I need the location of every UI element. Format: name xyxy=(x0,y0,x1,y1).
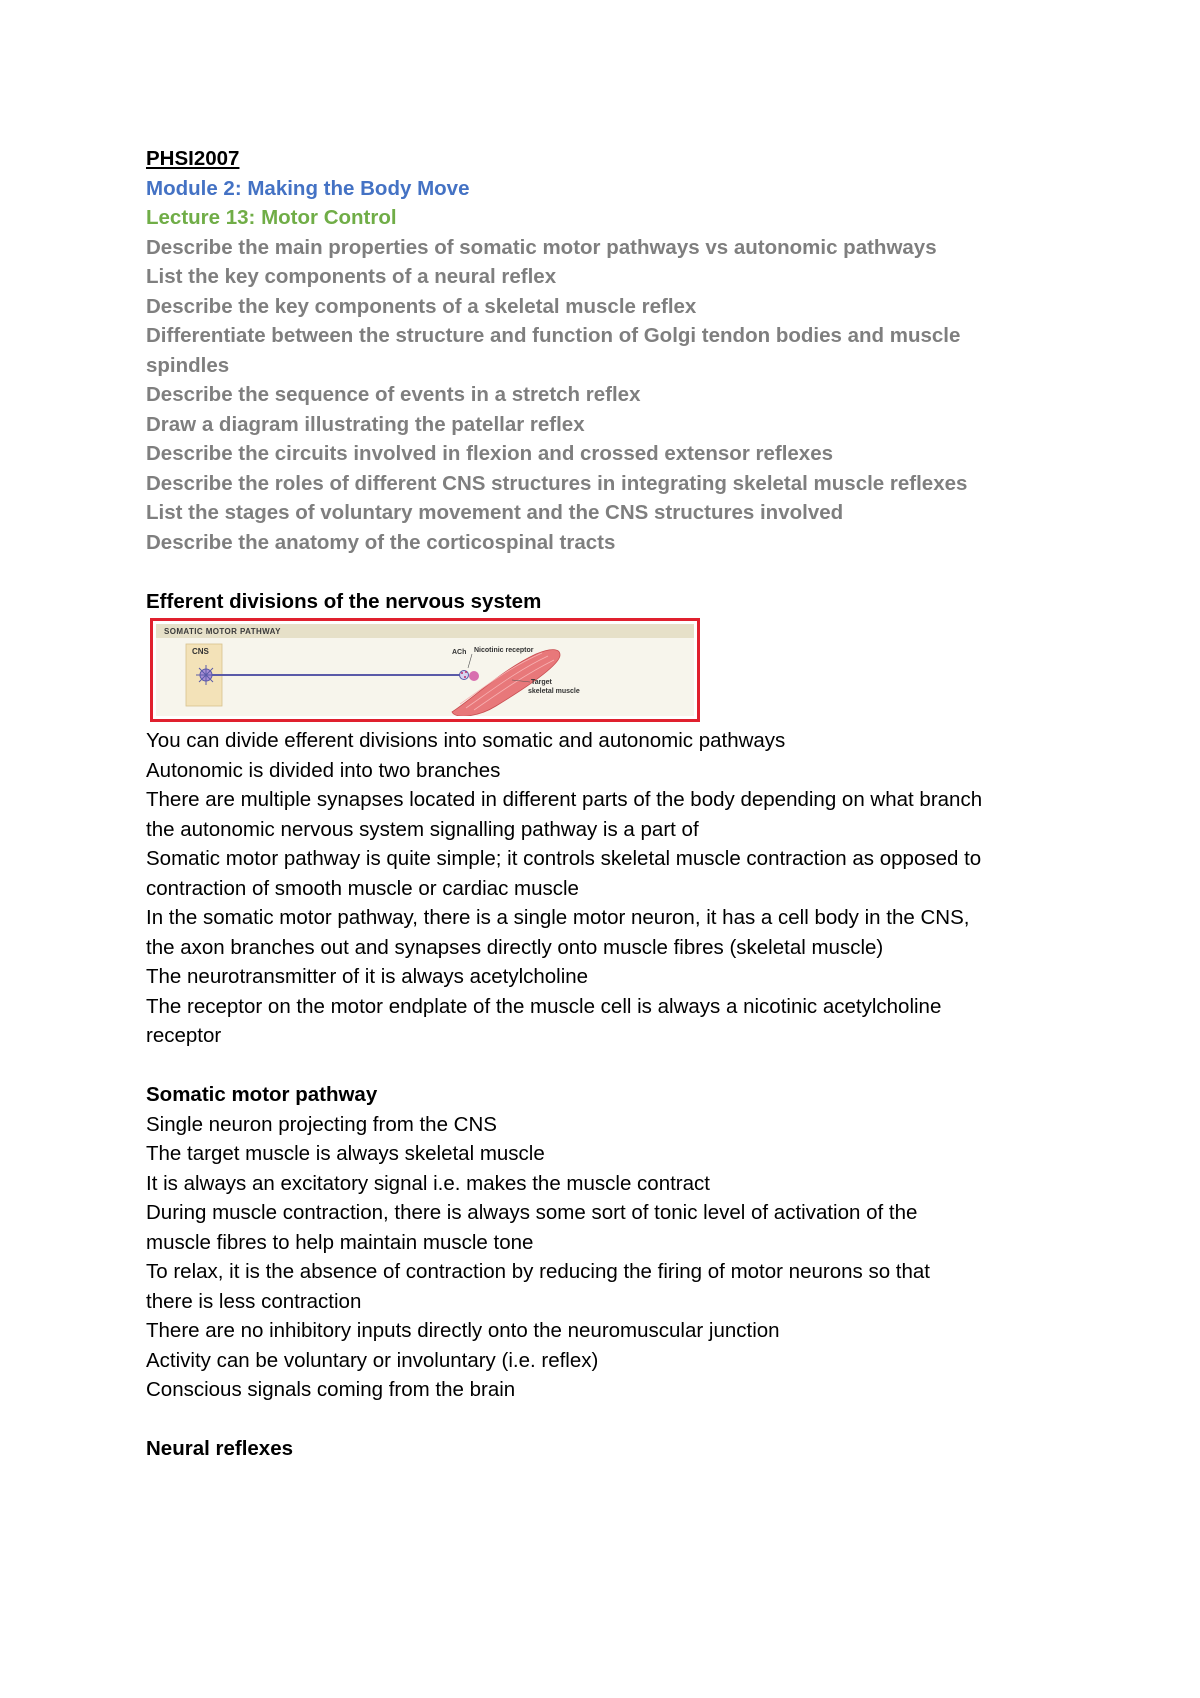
note-line: Single neuron projecting from the CNS xyxy=(146,1112,497,1136)
objective-item: Describe the roles of different CNS structures in integrating skeletal muscle reflexes xyxy=(146,471,968,495)
document-page xyxy=(146,144,1086,1464)
efferent-notes xyxy=(146,726,1086,1051)
note-line: You can divide efferent divisions into somatic and autonomic pathways xyxy=(146,729,786,752)
section-heading-somatic: Somatic motor pathway xyxy=(146,1083,378,1106)
objective-item: Describe the anatomy of the corticospinal tracts xyxy=(146,530,616,554)
figure-background xyxy=(156,624,694,716)
objective-item: spindles xyxy=(146,353,230,377)
objective-item: Describe the main properties of somatic motor pathways vs autonomic pathways xyxy=(146,235,937,259)
module-title: Module 2: Making the Body Move xyxy=(146,176,470,200)
spacer xyxy=(146,1405,1086,1435)
lecture-title: Lecture 13: Motor Control xyxy=(146,206,397,229)
note-line: the axon branches out and synapses directly onto muscle fibres (skeletal muscle) xyxy=(146,935,884,959)
objective-item: List the key components of a neural reflex xyxy=(146,265,557,288)
note-line: Autonomic is divided into two branches xyxy=(146,758,501,782)
axon-terminal-icon xyxy=(460,671,469,680)
note-line: receptor xyxy=(146,1024,222,1047)
objective-item: Draw a diagram illustrating the patellar reflex xyxy=(146,412,585,436)
course-code: PHSI2007 xyxy=(146,147,240,170)
note-line: contraction of smooth muscle or cardiac muscle xyxy=(146,876,579,900)
section-heading-neural-reflexes: Neural reflexes xyxy=(146,1437,294,1460)
note-line: muscle fibres to help maintain muscle tone xyxy=(146,1230,534,1254)
objective-item: List the stages of voluntary movement and the CNS structures involved xyxy=(146,501,844,524)
ach-label: ACh xyxy=(452,649,467,656)
somatic-motor-pathway-figure xyxy=(150,618,700,722)
objective-item: Describe the circuits involved in flexion and crossed extensor reflexes xyxy=(146,442,834,465)
note-line: The receptor on the motor endplate of the muscle cell is always a nicotinic acetylcholine xyxy=(146,994,942,1018)
note-line: there is less contraction xyxy=(146,1289,362,1313)
spacer xyxy=(146,1051,1086,1081)
leader-line xyxy=(468,654,472,668)
note-line: During muscle contraction, there is always some sort of tonic level of activation of the xyxy=(146,1201,918,1224)
figure-title: SOMATIC MOTOR PATHWAY xyxy=(164,627,281,636)
note-line: To relax, it is the absence of contraction by reducing the firing of motor neurons so that xyxy=(146,1260,930,1283)
spacer xyxy=(146,557,1086,587)
section-heading-efferent: Efferent divisions of the nervous system xyxy=(146,589,542,613)
objective-item: Describe the sequence of events in a stretch reflex xyxy=(146,383,641,406)
note-line: It is always an excitatory signal i.e. makes the muscle contract xyxy=(146,1171,710,1195)
note-line: In the somatic motor pathway, there is a single motor neuron, it has a cell body in the CNS, xyxy=(146,906,970,929)
note-line: The neurotransmitter of it is always acetylcholine xyxy=(146,965,589,988)
pathway-diagram xyxy=(156,624,694,716)
somatic-notes xyxy=(146,1110,1086,1405)
cns-label: CNS xyxy=(192,647,209,656)
note-line: Somatic motor pathway is quite simple; it controls skeletal muscle contraction as opposed to xyxy=(146,847,982,870)
nicotinic-receptor-label: Nicotinic receptor xyxy=(474,647,534,654)
note-line: Activity can be voluntary or involuntary (i.e. reflex) xyxy=(146,1348,599,1372)
skeletal-muscle-label: skeletal muscle xyxy=(528,688,580,695)
note-line: There are multiple synapses located in different parts of the body depending on what branch xyxy=(146,788,983,811)
objective-item: Differentiate between the structure and function of Golgi tendon bodies and muscle xyxy=(146,324,961,347)
note-line: Conscious signals coming from the brain xyxy=(146,1378,516,1401)
note-line: There are no inhibitory inputs directly onto the neuromuscular junction xyxy=(146,1319,780,1342)
objective-item: Describe the key components of a skeletal muscle reflex xyxy=(146,294,697,318)
target-label: Target xyxy=(531,679,552,686)
learning-objectives xyxy=(146,233,1086,558)
note-line: the autonomic nervous system signalling pathway is a part of xyxy=(146,817,699,841)
note-line: The target muscle is always skeletal muscle xyxy=(146,1142,545,1165)
